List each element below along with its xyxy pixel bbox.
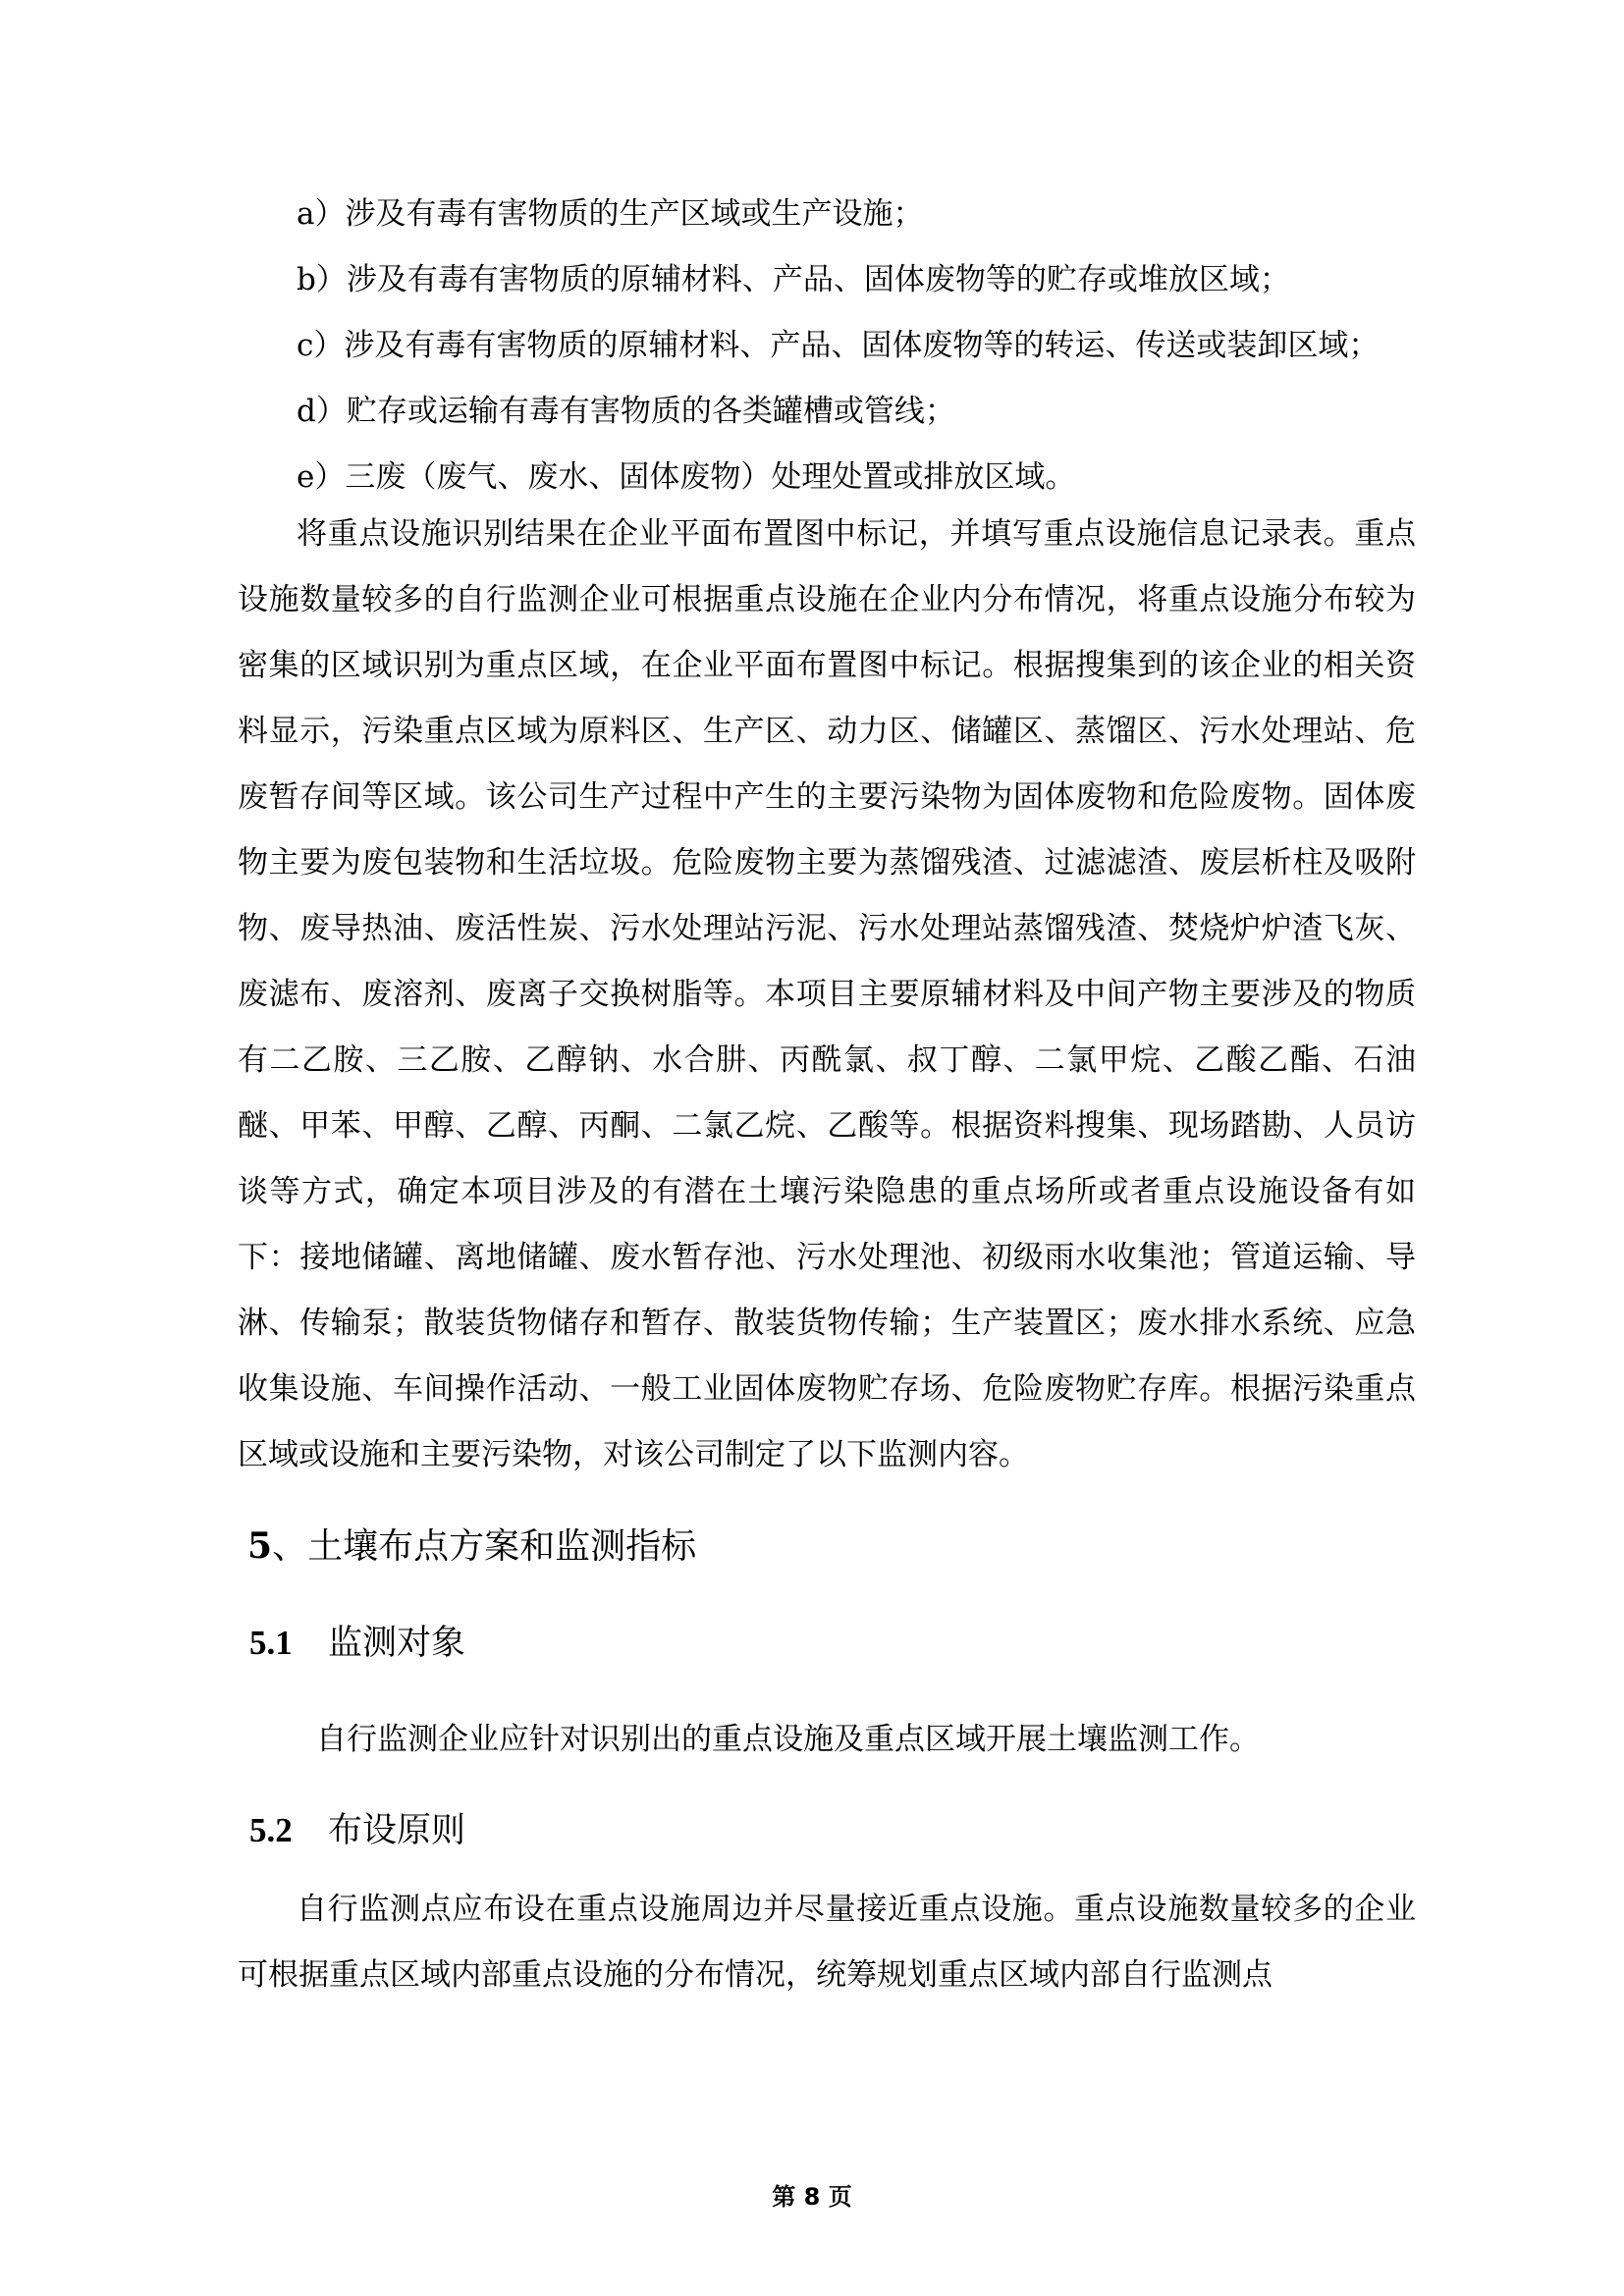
section-heading-5 xyxy=(247,1522,1416,1572)
body-paragraph-5-1: 自行监测企业应针对识别出的重点设施及重点区域开展土壤监测工作。 xyxy=(316,1722,1260,1757)
document-body xyxy=(238,192,1416,2008)
list-item-a: a）涉及有毒有害物质的生产区域或生产设施； xyxy=(297,196,924,232)
subsection-title: 监测对象 xyxy=(328,1624,466,1663)
body-paragraph-5-2: 自行监测点应布设在重点设施周边并尽量接近重点设施。重点设施数量较多的企业可根据重点区域内部重点设施的分布情况，统筹规划重点区域内部自行监测点 xyxy=(238,1892,1416,1993)
list-item-e: e）三废（废气、废水、固体废物）处理处置或排放区域。 xyxy=(297,459,1076,495)
list-item-c: c）涉及有毒有害物质的原辅材料、产品、固体废物等的转运、传送或装卸区域； xyxy=(297,328,1380,363)
body-paragraph-1: 将重点设施识别结果在企业平面布置图中标记，并填写重点设施信息记录表。重点设施数量较多的自行监测企业可根据重点设施在企业内分布情况，将重点设施分布较为密集的区域识别为重点区域，在企业平面布置图中标记。根据搜集到的该企业的相关资料显示，污染重点区域为原料区、生产区、动力区、储罐区、蒸馏区、污水处理站、危废暂存间等区域。该公司生产过程中产生的主要污染物为固体废物和危险废物。固体废物主要为废包装物和生活垃圾。危险废物主要为蒸馏残渣、过滤滤渣、废层析柱及吸附物、废导热油、废活性炭、污水处理站污泥、污水处理站蒸馏残渣、焚烧炉炉渣飞灰、废滤布、废溶剂、废离子交换树脂等。本项目主要原辅材料及中间产物主要涉及的物质有二乙胺、三乙胺、乙醇钠、水合肼、丙酰氯、叔丁醇、二氯甲烷、乙酸乙酯、石油醚、甲苯、甲醇、乙醇、丙酮、二氯乙烷、乙酸等。根据资料搜集、现场踏勘、人员访谈等方式，确定本项目涉及的有潜在土壤污染隐患的重点场所或者重点设施设备有如下：接地储罐、离地储罐、废水暂存池、污水处理池、初级雨水收集池；管道运输、导淋、传输泵；散装货物储存和暂存、散装货物传输；生产装置区；废水排水系统、应急收集设施、车间操作活动、一般工业固体废物贮存场、危险废物贮存库。根据污染重点区域或设施和主要污染物，对该公司制定了以下监测内容。 xyxy=(238,516,1416,1472)
subsection-heading-5-1 xyxy=(249,1619,1416,1668)
page-number: 第 8 页 xyxy=(772,2183,852,2211)
subsection-title: 布设原则 xyxy=(328,1811,466,1850)
subsection-number: 5.2 xyxy=(249,1811,293,1849)
section-title: 、土壤布点方案和监测指标 xyxy=(272,1526,697,1567)
subsection-heading-5-2 xyxy=(249,1806,1416,1855)
list-item-d: d）贮存或运输有毒有害物质的各类罐槽或管线； xyxy=(297,394,955,429)
subsection-number: 5.1 xyxy=(249,1624,293,1662)
section-number: 5 xyxy=(247,1525,273,1567)
list-item-b: b）涉及有毒有害物质的原辅材料、产品、固体废物等的贮存或堆放区域； xyxy=(297,262,1290,297)
